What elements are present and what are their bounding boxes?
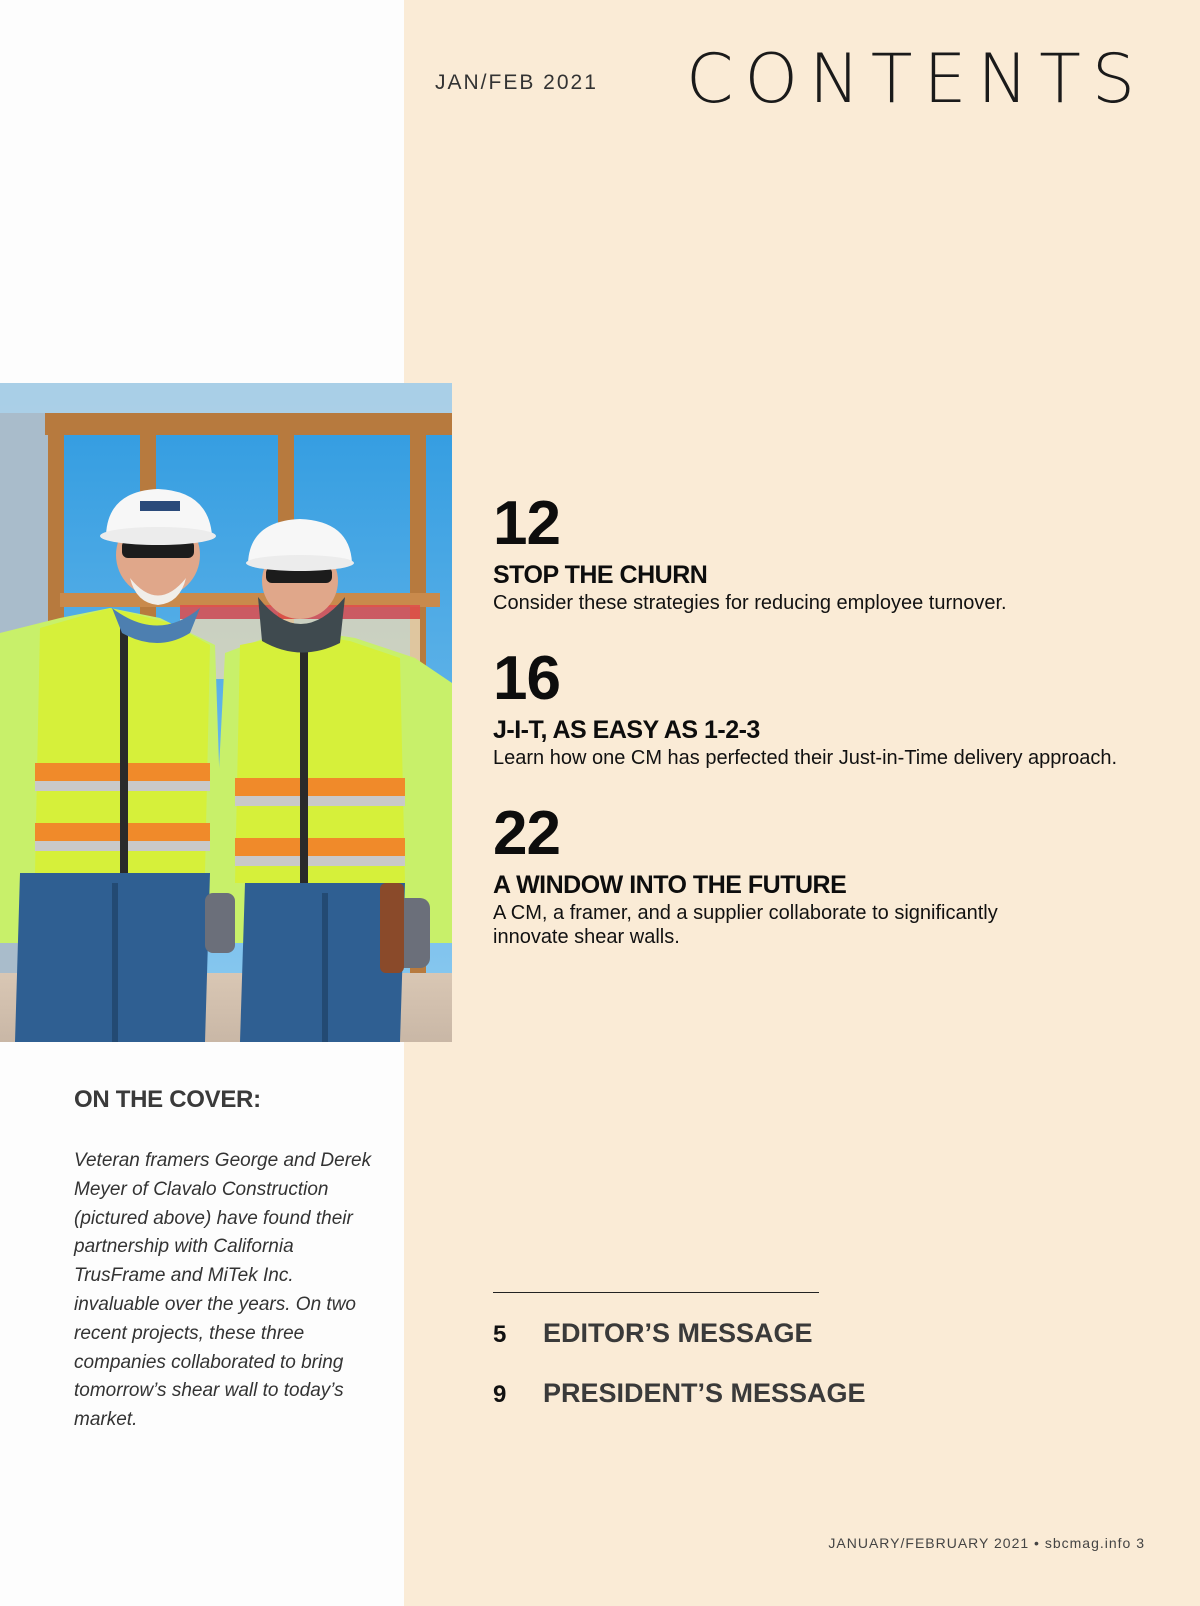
page-title: CONTENTS: [686, 40, 1146, 119]
feature-description: A CM, a framer, and a supplier collaborate to significantly innovate shear walls.: [493, 902, 998, 949]
issue-date: JAN/FEB 2021: [435, 71, 598, 94]
feature-description: Learn how one CM has perfected their Just-in-Time delivery approach.: [493, 747, 1118, 769]
feature-item[interactable]: [493, 799, 1033, 950]
feature-item[interactable]: [493, 644, 1173, 770]
feature-page-number: 16: [493, 644, 560, 713]
on-the-cover-heading: ON THE COVER:: [74, 1086, 261, 1113]
feature-description: Consider these strategies for reducing employee turnover.: [493, 592, 1007, 614]
department-title[interactable]: EDITOR’S MESSAGE: [543, 1318, 813, 1348]
department-page-number: 9: [493, 1381, 507, 1408]
cover-photo: [0, 383, 452, 1042]
page-footer: JANUARY/FEBRUARY 2021 • sbcmag.info 3: [828, 1535, 1145, 1551]
feature-headline[interactable]: A WINDOW INTO THE FUTURE: [493, 871, 847, 899]
department-item-presidents-message[interactable]: [493, 1378, 866, 1409]
department-title[interactable]: PRESIDENT’S MESSAGE: [543, 1378, 866, 1408]
department-page-number: 5: [493, 1321, 507, 1348]
on-the-cover-text: Veteran framers George and Derek Meyer of Clavalo Construction (pictured above) have found their partnership with California TrusFrame and MiTek Inc. invaluable over the years. On two recent projects, these three companies collaborated to bring tomorrow’s shear wall to today’s market.: [74, 1150, 372, 1431]
feature-page-number: 12: [493, 489, 560, 558]
feature-item[interactable]: [493, 489, 1173, 615]
divider: [493, 1292, 819, 1293]
feature-headline[interactable]: STOP THE CHURN: [493, 561, 708, 589]
feature-headline[interactable]: J-I-T, AS EASY AS 1-2-3: [493, 716, 760, 744]
department-item-editors-message[interactable]: [493, 1318, 813, 1349]
feature-page-number: 22: [493, 799, 560, 868]
